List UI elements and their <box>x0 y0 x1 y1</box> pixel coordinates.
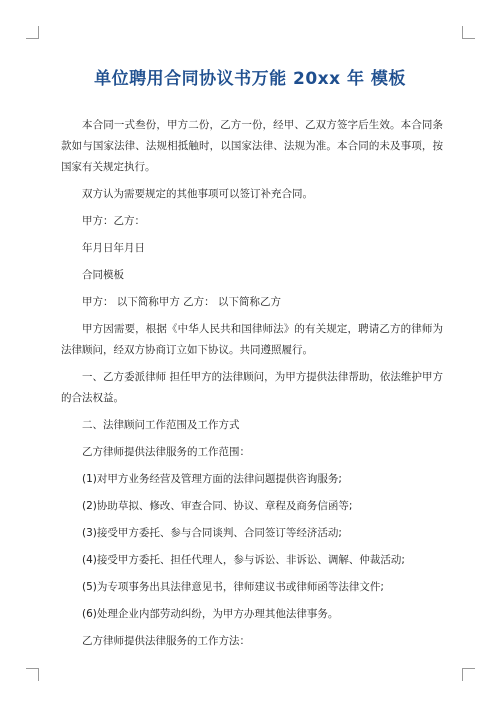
list-item-scope-4: (4)接受甲方委托、担任代理人，参与诉讼、非诉讼、调解、仲裁活动; <box>82 554 405 566</box>
corner-mark-top-left <box>26 26 39 39</box>
paragraph-scope-intro: 乙方律师提供法律服务的工作范围： <box>82 446 250 458</box>
paragraph-supplementary: 双方认为需要规定的其他事项可以签订补充合同。 <box>82 188 313 200</box>
list-item-scope-2: (2)协助草拟、修改、审查合同、协议、章程及商务信函等; <box>82 500 353 512</box>
document-body <box>61 115 443 652</box>
document-title: 单位聘用合同协议书万能 20xx 年 模板 <box>94 69 406 89</box>
paragraph-signature-parties: 甲方：乙方： <box>82 215 145 227</box>
paragraph-preamble: 甲方因需要，根据《中华人民共和国律师法》的有关规定，聘请乙方的律师为法律顾问，经双方协商订立如下协议。共同遵照履行。 <box>61 323 443 356</box>
corner-mark-top-right <box>462 26 475 39</box>
paragraph-methods-intro: 乙方律师提供法律服务的工作方法： <box>82 635 250 647</box>
paragraph-effect-clause: 本合同一式叁份，甲方二份，乙方一份，经甲、乙双方签字后生效。本合同条款如与国家法律、法规相抵触时，以国家法律、法规为准。本合同的未及事项，按国家有关规定执行。 <box>61 119 443 173</box>
paragraph-dates: 年月日年月日 <box>82 242 145 254</box>
list-item-scope-1: (1)对甲方业务经营及管理方面的法律问题提供咨询服务; <box>82 473 342 485</box>
corner-mark-bottom-left <box>26 668 39 681</box>
paragraph-template-heading: 合同模板 <box>82 269 124 281</box>
corner-mark-bottom-right <box>462 668 475 681</box>
list-item-scope-6: (6)处理企业内部劳动纠纷，为甲方办理其他法律事务。 <box>82 608 339 620</box>
paragraph-section-two-heading: 二、法律顾问工作范围及工作方式 <box>82 419 240 431</box>
list-item-scope-5: (5)为专项事务出具法律意见书，律师建议书或律师函等法律文件; <box>82 581 384 593</box>
paragraph-party-names: 甲方： 以下简称甲方 乙方： 以下简称乙方 <box>82 296 282 308</box>
paragraph-section-one: 一、乙方委派律师 担任甲方的法律顾问，为甲方提供法律帮助，依法维护甲方的合法权益。 <box>61 371 443 404</box>
list-item-scope-3: (3)接受甲方委托、参与合同谈判、合同签订等经济活动; <box>82 527 342 539</box>
